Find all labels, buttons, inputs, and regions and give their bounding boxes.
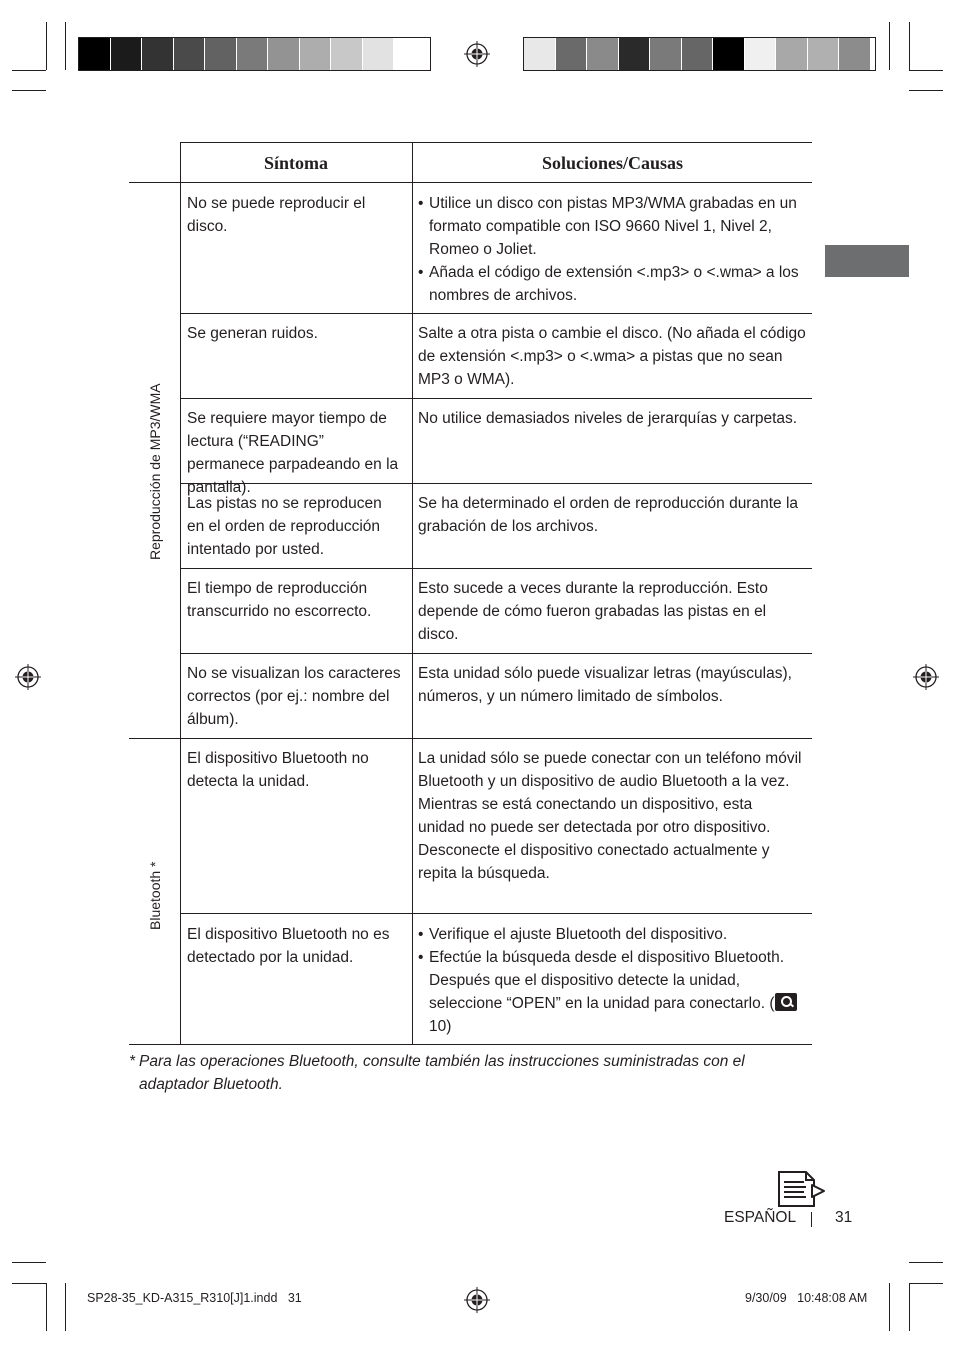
table-row-symptom: El dispositivo Bluetooth no detecta la unidad.: [187, 750, 369, 790]
header-symptom: Síntoma: [263, 153, 328, 173]
table-row-solution: No utilice demasiados niveles de jerarquías y carpetas.: [418, 410, 798, 427]
table-row-solution: Esta unidad sólo puede visualizar letras (mayúsculas), números, y un número limitado de símbolos.: [418, 665, 792, 705]
category-mp3wma: Reproducción de MP3/WMA: [147, 383, 163, 560]
footnote-text: Para las operaciones Bluetooth, consulte también las instrucciones suministradas con el adaptador Bluetooth.: [139, 1053, 745, 1093]
table-row-symptom: No se visualizan los caracteres correctos (por ej.: nombre del álbum).: [187, 665, 401, 728]
slug-date: 9/30/09 10:48:08 AM: [745, 1291, 868, 1305]
table-row-symptom: Se requiere mayor tiempo de lectura (“READING” permanece parpadeando en la pantalla).: [187, 410, 399, 496]
footer-language: ESPAÑOL: [724, 1209, 797, 1226]
table-row-symptom: El dispositivo Bluetooth no es detectado por la unidad.: [187, 926, 390, 966]
table-row-solution: Se ha determinado el orden de reproducción durante la grabación de los archivos.: [418, 495, 799, 535]
color-bar-left: [78, 37, 431, 71]
table-row-symptom: Las pistas no se reproducen en el orden de reproducción intentado por usted.: [187, 495, 382, 558]
solution-bullet: • Añada el código de extensión <.mp3> o <.wma> a los nombres de archivos.: [418, 261, 808, 307]
magnifier-icon: [775, 993, 797, 1011]
solution-bullet: • Verifique el ajuste Bluetooth del dispositivo.: [418, 923, 803, 946]
page-reference: 10): [429, 1018, 452, 1035]
header-solutions: Soluciones/Causas: [541, 153, 684, 173]
table-row-solution: [418, 747, 803, 885]
solution-bullet-text: Efectúe la búsqueda desde el dispositivo Bluetooth. Después que el dispositivo detecte la unidad, seleccione “OPEN” en la unidad para conectarlo. (: [429, 949, 785, 1012]
table-row-symptom: El tiempo de reproducción transcurrido no escorrecto.: [187, 580, 372, 620]
language-side-tab: [825, 245, 909, 277]
solution-paragraph: Mientras se está conectando un dispositivo, esta unidad no puede ser detectada por otro dispositivo. Desconecte el dispositivo conectado actualmente y repita la búsqueda.: [418, 796, 771, 882]
table-row-solution: [418, 923, 803, 1038]
footnote: [129, 1050, 809, 1096]
footer-divider: [811, 1212, 812, 1227]
registration-mark-icon: [913, 664, 939, 690]
solution-bullet: [418, 946, 803, 1038]
table-row-symptom: Se generan ruidos.: [187, 325, 318, 342]
color-bar-right: [523, 37, 876, 71]
table-row-symptom: No se puede reproducir el disco.: [187, 195, 366, 235]
document-arrow-icon: [776, 1170, 826, 1208]
category-bluetooth: Bluetooth *: [147, 861, 163, 930]
table-row-solution: [418, 192, 808, 307]
registration-mark-icon: [464, 1287, 490, 1313]
slug-file: SP28-35_KD-A315_R310[J]1.indd 31: [87, 1291, 302, 1305]
footnote-star: *: [129, 1053, 136, 1070]
table-row-solution: Esto sucede a veces durante la reproducción. Esto depende de cómo fueron grabadas las pistas en el disco.: [418, 580, 768, 643]
solution-paragraph: La unidad sólo se puede conectar con un teléfono móvil Bluetooth y un dispositivo de audio Bluetooth a la vez.: [418, 750, 802, 790]
page-number: 31: [835, 1209, 853, 1226]
table-row-solution: Salte a otra pista o cambie el disco. (No añada el código de extensión <.mp3> o <.wma> a pistas que no sean MP3 o WMA).: [418, 325, 806, 388]
registration-mark-icon: [15, 664, 41, 690]
solution-bullet: • Utilice un disco con pistas MP3/WMA grabadas en un formato compatible con ISO 9660 Nivel 1, Nivel 2, Romeo o Joliet.: [418, 192, 808, 261]
registration-mark-icon: [464, 41, 490, 67]
